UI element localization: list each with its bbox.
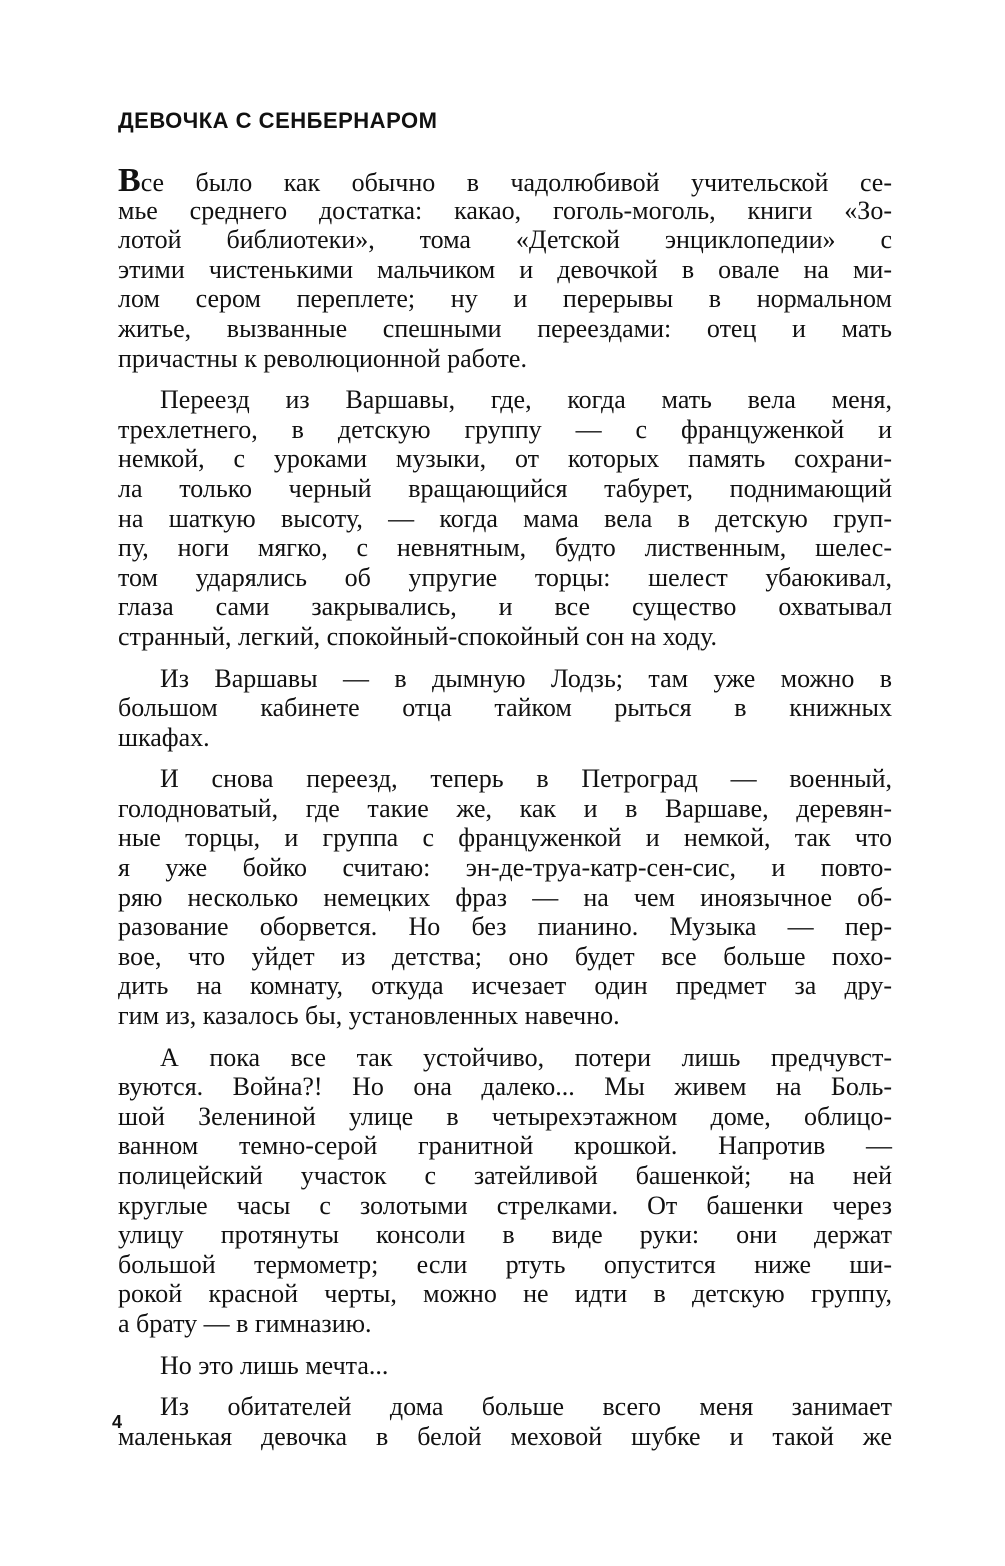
line-text: гим из, казалось бы, установленных навечно. xyxy=(118,1001,620,1031)
line-text: пу, ноги мягко, с невнятным, будто лиственным, шелес- xyxy=(118,533,892,563)
text-line xyxy=(118,344,892,374)
line-text: полицейский участок с затейливой башенкой; на ней xyxy=(118,1161,892,1190)
line-text: ванном темно-серой гранитной крошкой. Напротив — xyxy=(118,1131,892,1161)
text-line xyxy=(118,794,892,824)
text-line xyxy=(118,1392,892,1422)
text-line xyxy=(118,444,892,474)
text-line xyxy=(118,196,892,226)
line-text: большом кабинете отца тайком рыться в книжных xyxy=(118,693,892,723)
text-line xyxy=(118,723,892,753)
text-line xyxy=(118,1422,892,1452)
paragraph xyxy=(118,1351,892,1381)
text-line xyxy=(118,533,892,563)
line-text: на шаткую высоту, — когда мама вела в детскую груп- xyxy=(118,503,892,533)
text-line xyxy=(118,162,892,199)
text-line xyxy=(118,942,892,972)
line-text: ряю несколько немецких фраз — на чем иноязычное об- xyxy=(118,882,892,912)
text-line xyxy=(118,284,892,314)
line-text: И снова переезд, теперь в Петроград — военный, xyxy=(160,764,892,794)
text-line xyxy=(118,853,892,883)
line-text: А пока все так устойчиво, потери лишь предчувст- xyxy=(160,1042,892,1072)
text-line xyxy=(118,592,892,622)
text-line xyxy=(118,314,892,344)
text-line xyxy=(118,415,892,445)
line-text: большой термометр; если ртуть опустится ниже ши- xyxy=(118,1249,892,1279)
text-line xyxy=(118,563,892,593)
text-line xyxy=(118,1102,892,1132)
text-line xyxy=(118,1220,892,1250)
text-line xyxy=(118,1131,892,1161)
text-line xyxy=(118,474,892,504)
line-text: маленькая девочка в белой меховой шубке и такой же xyxy=(118,1421,892,1451)
line-text: житье, вызванные спешными переездами: отец и мать xyxy=(118,313,892,343)
text-line xyxy=(118,504,892,534)
line-text: улицу протянуты консоли в виде руки: они держат xyxy=(118,1220,892,1250)
line-text: этими чистенькими мальчиком и девочкой в овале на ми- xyxy=(118,254,892,284)
paragraph xyxy=(118,664,892,753)
line-text: дить на комнату, откуда исчезает один предмет за дру- xyxy=(118,971,892,1001)
text-line xyxy=(118,1279,892,1309)
line-text: круглые часы с золотыми стрелками. От башенки через xyxy=(118,1190,892,1220)
page-number: 4 xyxy=(112,1412,123,1432)
paragraph xyxy=(118,764,892,1030)
line-text: вое, что уйдет из детства; оно будет все больше похо- xyxy=(118,941,892,971)
paragraph xyxy=(118,385,892,651)
text-line xyxy=(118,622,892,652)
text-line xyxy=(118,1072,892,1102)
line-text: мье среднего достатка: какао, гоголь-моголь, книги «Зо- xyxy=(118,195,892,225)
body-text xyxy=(118,162,892,1463)
line-text: я уже бойко считаю: эн-де-труа-катр-сен-сис, и повто- xyxy=(118,853,892,883)
line-text: а брату — в гимназию. xyxy=(118,1308,372,1338)
text-line xyxy=(118,764,892,794)
text-line xyxy=(118,664,892,694)
line-text: Но это лишь мечта... xyxy=(160,1350,389,1380)
line-text: том ударялись об упругие торцы: шелест убаюкивал, xyxy=(118,562,892,592)
line-text: ла только черный вращающийся табурет, поднимающий xyxy=(118,473,892,503)
line-text: причастны к революционной работе. xyxy=(118,343,527,373)
line-text: лом сером переплете; ну и перерывы в нормальном xyxy=(118,284,892,314)
text-line xyxy=(118,823,892,853)
line-text: лотой библиотеки», тома «Детской энциклопедии» с xyxy=(118,225,892,255)
line-text: Переезд из Варшавы, где, когда мать вела меня, xyxy=(160,385,892,415)
line-text: вуются. Война?! Но она далеко... Мы живем на Боль- xyxy=(118,1072,892,1102)
text-line xyxy=(118,1043,892,1073)
line-text: глаза сами закрывались, и все существо охватывал xyxy=(118,592,892,622)
text-line xyxy=(118,385,892,415)
text-line xyxy=(118,883,892,913)
text-line xyxy=(118,225,892,255)
line-text: немкой, с уроками музыки, от которых память сохрани- xyxy=(118,444,892,474)
text-line xyxy=(118,1250,892,1280)
line-text: шой Зелениной улице в четырехэтажном доме, облицо- xyxy=(118,1101,892,1131)
text-line xyxy=(118,1001,892,1031)
line-text: трехлетнего, в детскую группу — с француженкой и xyxy=(118,414,892,444)
text-line xyxy=(118,1191,892,1221)
line-text: се было как обычно в чадолюбивой учительской се- xyxy=(140,168,892,197)
paragraph xyxy=(118,162,892,373)
line-text: ные торцы, и группа с француженкой и немкой, так что xyxy=(118,823,892,853)
paragraph xyxy=(118,1392,892,1451)
line-text: Из обитателей дома больше всего меня занимает xyxy=(160,1392,892,1422)
chapter-title: ДЕВОЧКА С СЕНБЕРНАРОМ xyxy=(118,108,438,133)
text-line xyxy=(118,255,892,285)
line-text: странный, легкий, спокойный-спокойный сон на ходу. xyxy=(118,621,718,651)
text-line xyxy=(118,1161,892,1191)
line-text: шкафах. xyxy=(118,722,210,752)
text-line xyxy=(118,1351,892,1381)
paragraph xyxy=(118,1043,892,1339)
text-line xyxy=(118,1309,892,1339)
line-text: Из Варшавы — в дымную Лодзь; там уже можно в xyxy=(160,663,892,693)
line-text: рокой красной черты, можно не идти в детскую группу, xyxy=(118,1279,892,1309)
line-text: голодноватый, где такие же, как и в Варшаве, деревян- xyxy=(118,793,892,823)
drop-cap: В xyxy=(118,162,141,199)
text-line xyxy=(118,693,892,723)
line-text: разование оборвется. Но без пианино. Музыка — пер- xyxy=(118,912,892,942)
text-line xyxy=(118,912,892,942)
text-line xyxy=(118,971,892,1001)
